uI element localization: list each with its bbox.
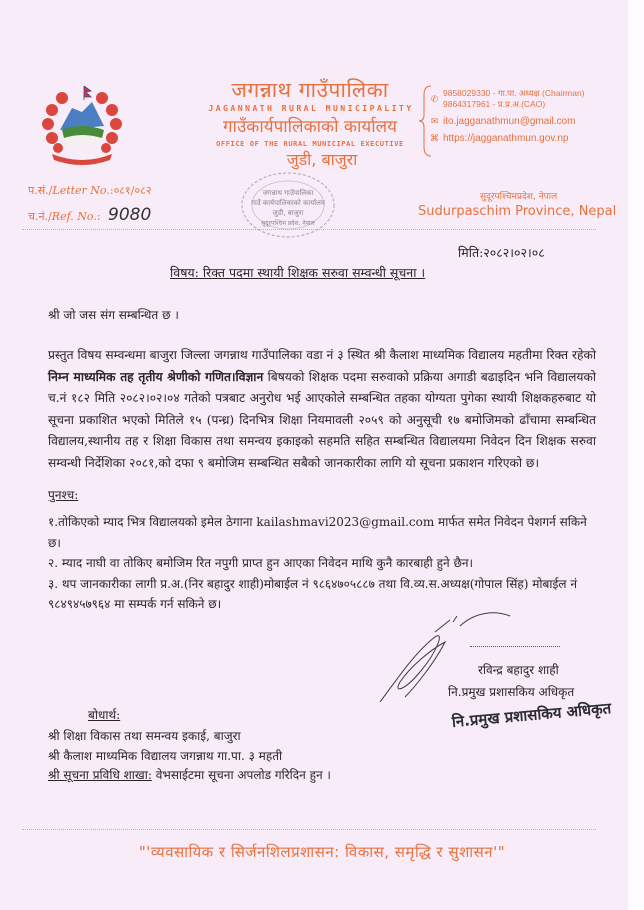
paragraph-highlight: निम्न माध्यमिक तह तृतीय श्रेणीको गणित।विज्ञान [48,369,264,384]
municipality-name-english: JAGANNATH RURAL MUNICIPALITY [208,103,414,113]
ref-no-value: 9080 [108,205,152,225]
letter-no-value: :०८१/०८२ [109,184,152,197]
page-edge [628,0,644,910]
office-name-english: OFFICE OF THE RURAL MUNICIPAL EXECUTIVE [216,140,404,148]
note-item: २. म्याद नाघी वा तोकिए बमोजिम रित नपुगी प्राप्त हुन आएका निवेदन माथि कुनै कारबाही हुने छैन। [48,556,474,570]
cc-item: श्री शिक्षा विकास तथा समन्वय इकाई, बाजुरा [48,729,241,743]
phone-row [430,88,585,110]
phone-cao[interactable]: 9864317961 - प्र.प्र.अ.(CAO) [443,99,546,109]
email-link[interactable]: ito.jagganathmun@gmail.com [443,116,576,127]
signature-line [470,646,560,647]
globe-icon: ⌘ [430,133,439,143]
cc-item [48,766,331,786]
phone-chairman[interactable]: 9858029330 - गा.पा. अध्यक्ष (Chairman) [443,88,585,98]
signatory-name: रविन्द्र बहादुर शाही [478,663,559,677]
footer-divider [22,829,596,830]
ref-no-label-en: Ref. No. [51,210,97,223]
salutation: श्री जो जस संग सम्बन्धित छ । [48,308,179,322]
office-location: जुडी, बाजुरा [286,150,358,169]
mountain-icon [60,102,104,130]
letter-subject: विषय: रिक्त पदमा स्थायी शिक्षक सरुवा सम्वन्धी सूचना । [170,265,426,280]
designation-stamp: नि.प्रमुख प्रशासकिय अधिकृत [451,699,612,731]
province-english: Sudurpaschim Province, Nepal [418,204,617,219]
ref-no-label-ne: च.नं./ [28,210,52,223]
letter-number [28,183,152,198]
letter-date: मिति:२०८२।०२।०८ [458,245,545,260]
stamp-line-1: जगन्नाथ गाउँपालिका [262,189,314,197]
cc-list [48,727,331,786]
stamp-line-3: जुडी, बाजुरा [272,209,304,217]
contact-block [430,88,585,144]
paragraph-text: बिषयको शिक्षक पदमा सरुवाको प्रक्रिया अगाडी बढाइदिन भनि विद्यालयको च.नं १८२ मिति २०८२।०२।०४ गतेको पत्रबाट अनुरोध भई आएकोले सम्बन्धित तहका योग्यता पुगेका स्थायी शिक्षकहरुबाट यो सूचना प्रकाशित भएको मितिले १५ (पन्ध्र) दिनभित्र शिक्षा नियमावली २०५९ को अनुसूची १७ बमोजिमको ढाँचामा सम्बन्धित विद्यालय,स्थानीय तह र शिक्षा विकास तथा समन्वय इकाइको सहमति सहित सम्बन्धित विद्यालयमा निवेदन दिन शिक्षक सरुवा सम्वन्धी निर्देशिका २०८१,को दफा ९ बमोजिम सम्बन्धित सबैको जानकारीका लागि यो सूचना प्रकाशन गरिएको छ। [48,369,596,470]
province-nepali: सुदूरपश्चिमप्रदेश, नेपाल [480,192,558,202]
website-link[interactable]: https://jagganathmun.gov.np [443,133,569,144]
stamp-line-2: गाउँ कार्यपालिकाको कार्यालय [251,199,325,207]
website-row [430,133,585,144]
letter-no-label-en: Letter No. [52,184,110,197]
reference-number: च.नं./Ref. No.: 9080 [28,205,152,225]
footer-motto: "'व्यवसायिक र सिर्जनशिलप्रशासन: विकास, समृद्धि र सुशासन'" [138,843,506,861]
cc-it-branch-text: वेभसाईटमा सूचना अपलोड गरिदिन हुन । [151,768,331,782]
paragraph-text: प्रस्तुत विषय सम्वन्धमा बाजुरा जिल्ला जगन्नाथ गाउँपालिका वडा नं ३ स्थित श्री कैलाश माध्यमिक विद्यालय महतीमा रिक्त रहेको [48,348,596,362]
phone-icon: ✆ [430,93,439,104]
cc-label: बोधार्थ: [88,708,121,722]
flag-icon [84,86,91,100]
postscript-notes [48,512,598,615]
letter-no-label-ne: प.सं./ [28,184,53,197]
nepal-emblem-logo [38,82,126,168]
signatory-title: नि.प्रमुख प्रशासकिय अधिकृत [448,685,575,699]
email-icon: ✉ [430,116,439,126]
cc-item: श्री कैलाश माध्यमिक विद्यालय जगन्नाथ गा.पा. ३ महती [48,748,283,763]
ribbon [52,154,112,165]
cc-it-branch-label: श्री सूचना प्रविधि शाखा: [48,768,152,782]
email-row [430,116,585,127]
note-item: ३. थप जानकारीका लागी प्र.अ.(निर बहादुर शाही)मोबाईल नं ९८६४७०५८८७ तथा वि.व्य.स.अध्यक्ष(गोपाल सिंह) मोबाईल नं ९८४९४५७९६४ मा सम्पर्क गर्न सकिने छ। [48,576,578,611]
note-item: १.तोकिएको म्याद भित्र विद्यालयको इमेल ठेगाना kailashmavi2023@gmail.com मार्फत समेत निवेदन पेशगर्न सकिने छ। [48,515,587,550]
postscript-label: पुनश्च: [48,488,79,502]
stamp-line-4: सुदूरपश्चिम प्रदेश, नेपाल [261,220,315,227]
header-divider [22,229,596,230]
main-paragraph [48,345,596,474]
municipality-name-nepali: जगन्नाथ गाउँपालिका [231,78,389,102]
office-name-nepali: गाउँकार्यपालिकाको कार्यालय [222,117,398,137]
